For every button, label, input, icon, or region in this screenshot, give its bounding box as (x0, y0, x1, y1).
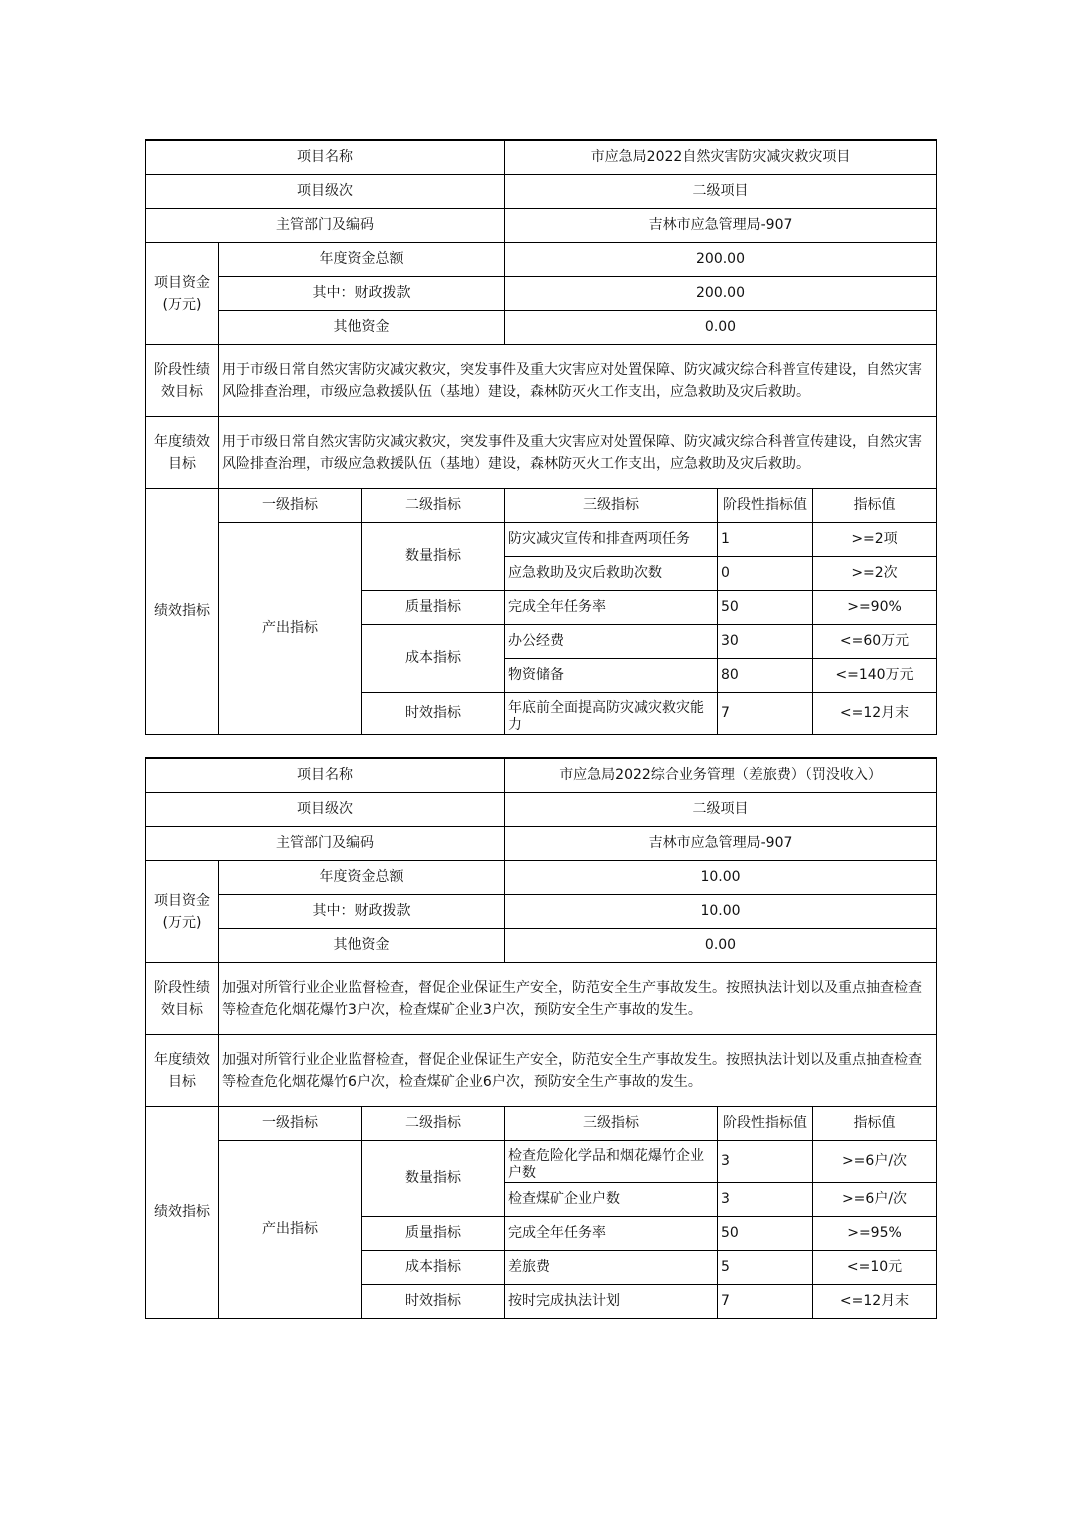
annual-total-value: 10.00 (505, 861, 937, 895)
indicator-target-value: <=60万元 (813, 625, 937, 659)
quality-indicator-label: 质量指标 (362, 591, 505, 625)
fund-group-label: 项目资金 (万元) (146, 243, 219, 345)
indicator-stage-value: 80 (718, 659, 813, 693)
indicator-stage-value: 5 (718, 1251, 813, 1285)
project-level-label: 项目级次 (146, 175, 505, 209)
performance-table-1 (145, 139, 937, 735)
other-fund-value: 0.00 (505, 311, 937, 345)
fiscal-label: 其中：财政拨款 (219, 895, 505, 929)
col-header-stage: 阶段性指标值 (718, 1107, 813, 1141)
stage-goal-text: 加强对所管行业企业监督检查，督促企业保证生产安全，防范安全生产事故发生。按照执法计划以及重点抽查检查等检查危化烟花爆竹3户次，检查煤矿企业3户次，预防安全生产事故的发生。 (219, 963, 937, 1035)
fiscal-value: 200.00 (505, 277, 937, 311)
project-name-value: 市应急局2022自然灾害防灾减灾救灾项目 (505, 140, 937, 175)
fiscal-value: 10.00 (505, 895, 937, 929)
annual-goal-label: 年度绩效目标 (146, 1035, 219, 1107)
indicator-name: 物资储备 (505, 659, 718, 693)
indicator-name: 差旅费 (505, 1251, 718, 1285)
project-name-value: 市应急局2022综合业务管理（差旅费）（罚没收入） (505, 758, 937, 793)
col-header-l3: 三级指标 (505, 1107, 718, 1141)
indicator-name: 检查危险化学品和烟花爆竹企业户数 (505, 1141, 718, 1183)
other-fund-label: 其他资金 (219, 929, 505, 963)
stage-goal-label: 阶段性绩效目标 (146, 963, 219, 1035)
dept-code-value: 吉林市应急管理局-907 (505, 209, 937, 243)
indicator-stage-value: 0 (718, 557, 813, 591)
col-header-l1: 一级指标 (219, 489, 362, 523)
performance-table-2 (145, 757, 937, 1319)
indicator-target-value: >=6户/次 (813, 1183, 937, 1217)
dept-code-label: 主管部门及编码 (146, 209, 505, 243)
other-fund-value: 0.00 (505, 929, 937, 963)
annual-total-label: 年度资金总额 (219, 243, 505, 277)
stage-goal-text: 用于市级日常自然灾害防灾减灾救灾，突发事件及重大灾害应对处置保障、防灾减灾综合科普宣传建设，自然灾害风险排查治理，市级应急救援队伍（基地）建设，森林防灭火工作支出，应急救助及灾后救助。 (219, 345, 937, 417)
indicator-stage-value: 50 (718, 591, 813, 625)
col-header-l3: 三级指标 (505, 489, 718, 523)
quantity-indicator-label: 数量指标 (362, 1141, 505, 1217)
output-indicator-label: 产出指标 (219, 523, 362, 735)
indicator-name: 年底前全面提高防灾减灾救灾能力 (505, 693, 718, 735)
annual-goal-text: 用于市级日常自然灾害防灾减灾救灾，突发事件及重大灾害应对处置保障、防灾减灾综合科普宣传建设，自然灾害风险排查治理，市级应急救援队伍（基地）建设，森林防灭火工作支出，应急救助及灾后救助。 (219, 417, 937, 489)
indicator-stage-value: 7 (718, 693, 813, 735)
indicator-stage-value: 30 (718, 625, 813, 659)
dept-code-label: 主管部门及编码 (146, 827, 505, 861)
project-level-value: 二级项目 (505, 175, 937, 209)
fiscal-label: 其中：财政拨款 (219, 277, 505, 311)
indicator-target-value: >=2次 (813, 557, 937, 591)
quantity-indicator-label: 数量指标 (362, 523, 505, 591)
fund-group-label: 项目资金 (万元) (146, 861, 219, 963)
annual-goal-label: 年度绩效目标 (146, 417, 219, 489)
project-name-label: 项目名称 (146, 758, 505, 793)
timeliness-indicator-label: 时效指标 (362, 1285, 505, 1319)
indicator-target-value: <=10元 (813, 1251, 937, 1285)
indicators-label: 绩效指标 (146, 1107, 219, 1319)
indicator-name: 完成全年任务率 (505, 1217, 718, 1251)
col-header-l2: 二级指标 (362, 489, 505, 523)
indicator-target-value: >=2项 (813, 523, 937, 557)
col-header-l1: 一级指标 (219, 1107, 362, 1141)
project-level-label: 项目级次 (146, 793, 505, 827)
indicator-stage-value: 3 (718, 1141, 813, 1183)
indicator-name: 检查煤矿企业户数 (505, 1183, 718, 1217)
col-header-value: 指标值 (813, 489, 937, 523)
indicator-name: 防灾减灾宣传和排查两项任务 (505, 523, 718, 557)
indicator-target-value: >=95% (813, 1217, 937, 1251)
col-header-value: 指标值 (813, 1107, 937, 1141)
indicator-stage-value: 1 (718, 523, 813, 557)
output-indicator-label: 产出指标 (219, 1141, 362, 1319)
annual-goal-text: 加强对所管行业企业监督检查，督促企业保证生产安全，防范安全生产事故发生。按照执法计划以及重点抽查检查等检查危化烟花爆竹6户次，检查煤矿企业6户次，预防安全生产事故的发生。 (219, 1035, 937, 1107)
other-fund-label: 其他资金 (219, 311, 505, 345)
indicator-target-value: <=12月末 (813, 1285, 937, 1319)
indicator-name: 完成全年任务率 (505, 591, 718, 625)
cost-indicator-label: 成本指标 (362, 1251, 505, 1285)
indicator-name: 办公经费 (505, 625, 718, 659)
dept-code-value: 吉林市应急管理局-907 (505, 827, 937, 861)
cost-indicator-label: 成本指标 (362, 625, 505, 693)
col-header-l2: 二级指标 (362, 1107, 505, 1141)
indicator-stage-value: 50 (718, 1217, 813, 1251)
indicator-name: 应急救助及灾后救助次数 (505, 557, 718, 591)
project-level-value: 二级项目 (505, 793, 937, 827)
indicator-stage-value: 3 (718, 1183, 813, 1217)
indicator-target-value: <=12月末 (813, 693, 937, 735)
indicator-stage-value: 7 (718, 1285, 813, 1319)
col-header-stage: 阶段性指标值 (718, 489, 813, 523)
indicator-target-value: >=90% (813, 591, 937, 625)
indicators-label: 绩效指标 (146, 489, 219, 735)
annual-total-label: 年度资金总额 (219, 861, 505, 895)
indicator-target-value: >=6户/次 (813, 1141, 937, 1183)
stage-goal-label: 阶段性绩效目标 (146, 345, 219, 417)
indicator-name: 按时完成执法计划 (505, 1285, 718, 1319)
annual-total-value: 200.00 (505, 243, 937, 277)
project-name-label: 项目名称 (146, 140, 505, 175)
quality-indicator-label: 质量指标 (362, 1217, 505, 1251)
indicator-target-value: <=140万元 (813, 659, 937, 693)
timeliness-indicator-label: 时效指标 (362, 693, 505, 735)
